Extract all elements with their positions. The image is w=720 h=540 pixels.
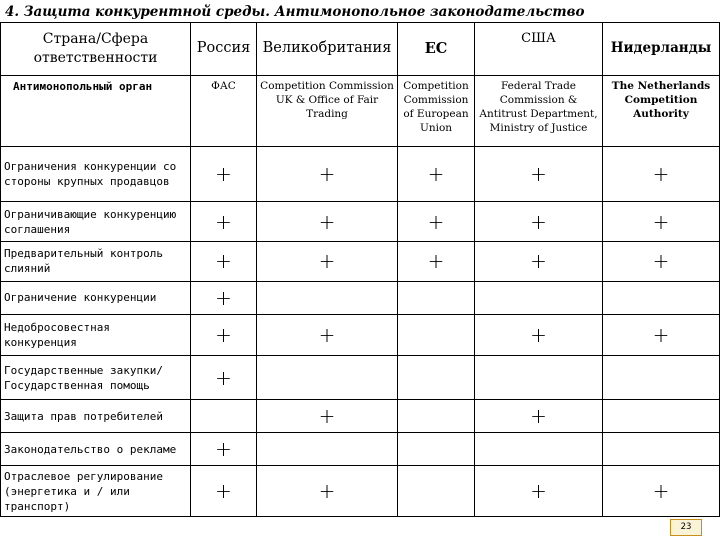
mark-cell: + (191, 314, 257, 356)
mark-cell (398, 400, 475, 433)
row-label: Ограничивающие конкуренцию соглашения (1, 202, 191, 242)
row-label: Защита прав потребителей (1, 400, 191, 433)
mark-cell: + (475, 147, 603, 202)
header-russia: Россия (191, 23, 257, 76)
mark-cell (475, 433, 603, 466)
mark-cell (603, 281, 720, 314)
table-row (1, 147, 720, 202)
mark-cell: + (191, 202, 257, 242)
table-row (1, 400, 720, 433)
mark-cell: + (475, 466, 603, 517)
mark-cell: + (191, 433, 257, 466)
mark-cell: + (191, 466, 257, 517)
mark-cell (257, 281, 398, 314)
mark-cell: + (398, 147, 475, 202)
page-number: 23 (670, 519, 702, 536)
mark-cell (398, 314, 475, 356)
row-label: Недобросовестная конкуренция (1, 314, 191, 356)
comparison-table (0, 22, 720, 517)
mark-cell (257, 433, 398, 466)
mark-cell: + (475, 400, 603, 433)
table-row (1, 433, 720, 466)
table-row (1, 314, 720, 356)
mark-cell (475, 356, 603, 400)
mark-cell (603, 400, 720, 433)
mark-cell: + (257, 314, 398, 356)
mark-cell: + (603, 147, 720, 202)
slide-title: 4. Защита конкурентной среды. Антимонопольное законодательство (5, 4, 585, 20)
mark-cell: + (257, 466, 398, 517)
mark-cell: + (257, 147, 398, 202)
agency-usa: Federal Trade Commission & Antitrust Department, Ministry of Justice (475, 75, 603, 147)
row-label: Законодательство о рекламе (1, 433, 191, 466)
mark-cell: + (257, 241, 398, 281)
mark-cell: + (398, 241, 475, 281)
mark-cell: + (475, 202, 603, 242)
mark-cell (398, 433, 475, 466)
agency-eu: Competition Commission of European Union (398, 75, 475, 147)
mark-cell: + (603, 202, 720, 242)
table-row (1, 202, 720, 242)
table-row (1, 466, 720, 517)
mark-cell: + (603, 314, 720, 356)
rows-body (1, 147, 720, 517)
agency-russia: ФАС (191, 75, 257, 147)
mark-cell (603, 356, 720, 400)
header-usa: США (475, 23, 603, 76)
mark-cell (398, 466, 475, 517)
mark-cell: + (191, 241, 257, 281)
mark-cell (603, 433, 720, 466)
agency-row (1, 75, 720, 147)
mark-cell (398, 281, 475, 314)
row-label: Предварительный контроль слияний (1, 241, 191, 281)
header-uk: Великобритания (257, 23, 398, 76)
mark-cell: + (475, 241, 603, 281)
header-eu: ЕС (398, 23, 475, 76)
agency-netherlands: The Netherlands Competition Authority (603, 75, 720, 147)
mark-cell: + (398, 202, 475, 242)
table-row (1, 241, 720, 281)
row-label: Отраслевое регулирование (энергетика и / или транспорт) (1, 466, 191, 517)
agency-uk: Competition Commission UK & Office of Fair Trading (257, 75, 398, 147)
table-row (1, 356, 720, 400)
row-label: Ограничения конкуренции со стороны крупных продавцов (1, 147, 191, 202)
mark-cell: + (191, 281, 257, 314)
mark-cell: + (257, 400, 398, 433)
header-country: Страна/Сфера ответственности (1, 23, 191, 76)
header-netherlands: Нидерланды (603, 23, 720, 76)
table-row (1, 281, 720, 314)
mark-cell (475, 281, 603, 314)
header-row (1, 23, 720, 76)
agency-row-label: Антимонопольный орган (1, 75, 191, 147)
mark-cell: + (191, 147, 257, 202)
row-label: Государственные закупки/ Государственная помощь (1, 356, 191, 400)
mark-cell (398, 356, 475, 400)
mark-cell: + (257, 202, 398, 242)
mark-cell (257, 356, 398, 400)
mark-cell (191, 400, 257, 433)
row-label: Ограничение конкуренции (1, 281, 191, 314)
mark-cell: + (191, 356, 257, 400)
mark-cell: + (603, 241, 720, 281)
mark-cell: + (475, 314, 603, 356)
mark-cell: + (603, 466, 720, 517)
